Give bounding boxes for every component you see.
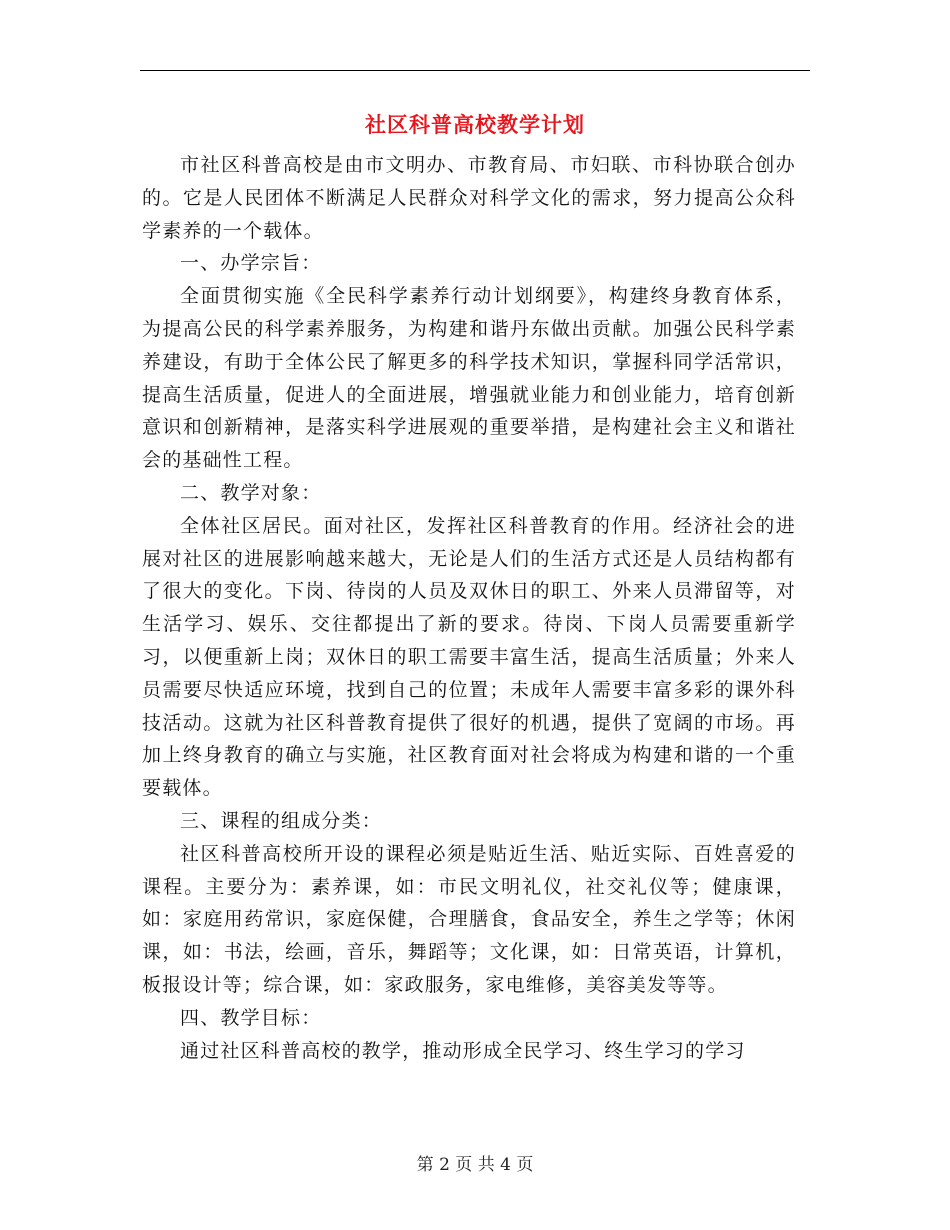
section-heading-purpose: 一、办学宗旨： xyxy=(180,252,322,275)
document-body xyxy=(142,149,796,1067)
header-rule xyxy=(140,70,810,71)
section-heading-courses: 三、课程的组成分类： xyxy=(180,809,383,832)
goals-paragraph: 通过社区科普高校的教学，推动形成全民学习、终生学习的学习 xyxy=(180,1039,746,1062)
intro-paragraph: 市社区科普高校是由市文明办、市教育局、市妇联、市科协联合创办的。它是人民团体不断满足人民群众对科学文化的需求，努力提高公众科学素养的一个载体。 xyxy=(142,154,796,242)
audience-paragraph: 全体社区居民。面对社区，发挥社区科普教育的作用。经济社会的进展对社区的进展影响越来越大，无论是人们的生活方式还是人员结构都有了很大的变化。下岗、待岗的人员及双休日的职工、外来人员滞留等，对生活学习、娱乐、交往都提出了新的要求。待岗、下岗人员需要重新学习，以便重新上岗；双休日的职工需要丰富生活，提高生活质量；外来人员需要尽快适应环境，找到自己的位置；未成年人需要丰富多彩的课外科技活动。这就为社区科普教育提供了很好的机遇，提供了宽阔的市场。再加上终身教育的确立与实施，社区教育面对社会将成为构建和谐的一个重要载体。 xyxy=(142,514,796,800)
courses-paragraph: 社区科普高校所开设的课程必须是贴近生活、贴近实际、百姓喜爱的课程。主要分为：素养课，如：市民文明礼仪，社交礼仪等；健康课，如：家庭用药常识，家庭保健，合理膳食，食品安全，养生之学等；休闲课，如：书法，绘画，音乐，舞蹈等；文化课，如：日常英语，计算机，板报设计等；综合课，如：家政服务，家电维修，美容美发等等。 xyxy=(142,842,796,996)
section-heading-audience: 二、教学对象： xyxy=(180,481,322,504)
page-number: 第 2 页 共 4 页 xyxy=(416,1155,534,1175)
purpose-paragraph: 全面贯彻实施《全民科学素养行动计划纲要》，构建终身教育体系，为提高公民的科学素养服务，为构建和谐丹东做出贡献。加强公民科学素养建设，有助于全体公民了解更多的科学技术知识，掌握科同学活常识，提高生活质量，促进人的全面进展，增强就业能力和创业能力，培育创新意识和创新精神，是落实科学进展观的重要举措，是构建社会主义和谐社会的基础性工程。 xyxy=(142,285,796,472)
section-heading-goals: 四、教学目标： xyxy=(180,1006,322,1029)
document-title: 社区科普高校教学计划 xyxy=(365,112,585,137)
